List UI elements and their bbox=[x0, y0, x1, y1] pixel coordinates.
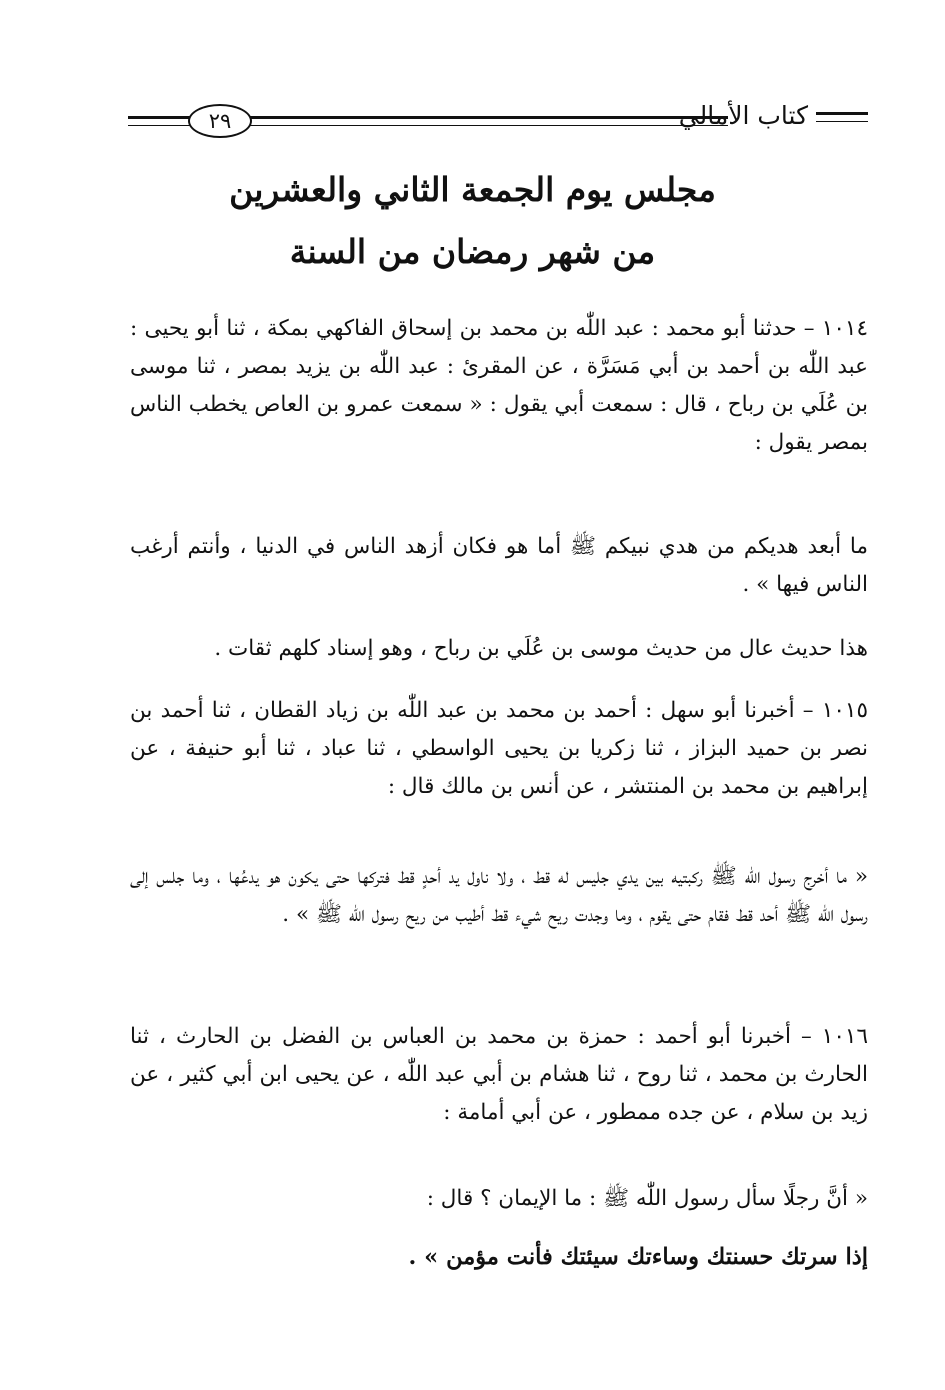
section-subtitle: من شهر رمضان من السنة bbox=[289, 232, 656, 271]
section-title: مجلس يوم الجمعة الثاني والعشرين bbox=[229, 170, 716, 209]
header-rule-right bbox=[816, 112, 868, 122]
hadith-1014-isnad: ١٠١٤ – حدثنا أبو محمد : عبد اللّٰه بن محمد بن إسحاق الفاكهي بمكة ، ثنا أبو يحيى : عبد اللّٰه بن أحمد بن أبي مَسَرَّة ، عن المقرئ : عبد اللّٰه بن يزيد بمصر ، ثنا موسى بن عُلَي بن رباح ، قال : سمعت أبي يقول : « سمعت عمرو بن العاص يخطب الناس بمصر يقول : bbox=[130, 316, 868, 455]
hadith-1016-matn-question: « أنَّ رجلًا سأل رسول اللّٰه ﷺ : ما الإيمان ؟ قال : bbox=[426, 1186, 868, 1211]
hadith-1014-comment: هذا حديث عال من حديث موسى بن عُلَي بن رباح ، وهو إسناد كلهم ثقات . bbox=[214, 636, 868, 661]
book-title: كتاب الأمالي bbox=[678, 101, 808, 130]
hadith-1015-matn: « ما أخرج رسول اللّٰه ﷺ ركبتيه بين يدي جليس له قط ، ولا ناول يد أحدٍ قط فتركها حتى يكون هو يدعُها ، وما جلس إلى رسول اللّٰه ﷺ أحد قط فقام حتى يقوم ، وما وجدت ريح شيء قط أطيب من ريح رسول اللّٰه ﷺ » . bbox=[130, 864, 868, 927]
hadith-1015-isnad: ١٠١٥ – أخبرنا أبو سهل : أحمد بن محمد بن عبد اللّٰه بن زياد القطان ، ثنا أحمد بن نصر بن حميد البزاز ، ثنا زكريا بن يحيى الواسطي ، ثنا عباد ، ثنا أبو حنيفة ، عن إبراهيم بن محمد بن المنتشر ، عن أنس بن مالك قال : bbox=[130, 698, 869, 799]
page-number: ٢٩ bbox=[188, 104, 252, 138]
page-header bbox=[128, 96, 868, 146]
hadith-1014-matn: ما أبعد هديكم من هدي نبيكم ﷺ أما هو فكان أزهد الناس في الدنيا ، وأنتم أرغب الناس فيها » . bbox=[130, 534, 868, 597]
hadith-1016-isnad: ١٠١٦ – أخبرنا أبو أحمد : حمزة بن محمد بن العباس بن الفضل بن الحارث ، ثنا الحارث بن محمد ، ثنا روح ، ثنا هشام بن أبي عبد اللّٰه ، عن يحيى ابن أبي كثير ، عن زيد بن سلام ، عن جده ممطور ، عن أبي أمامة : bbox=[130, 1024, 868, 1125]
hadith-1016-matn-answer: إذا سرتك حسنتك وساءتك سيئتك فأنت مؤمن » . bbox=[408, 1244, 868, 1270]
